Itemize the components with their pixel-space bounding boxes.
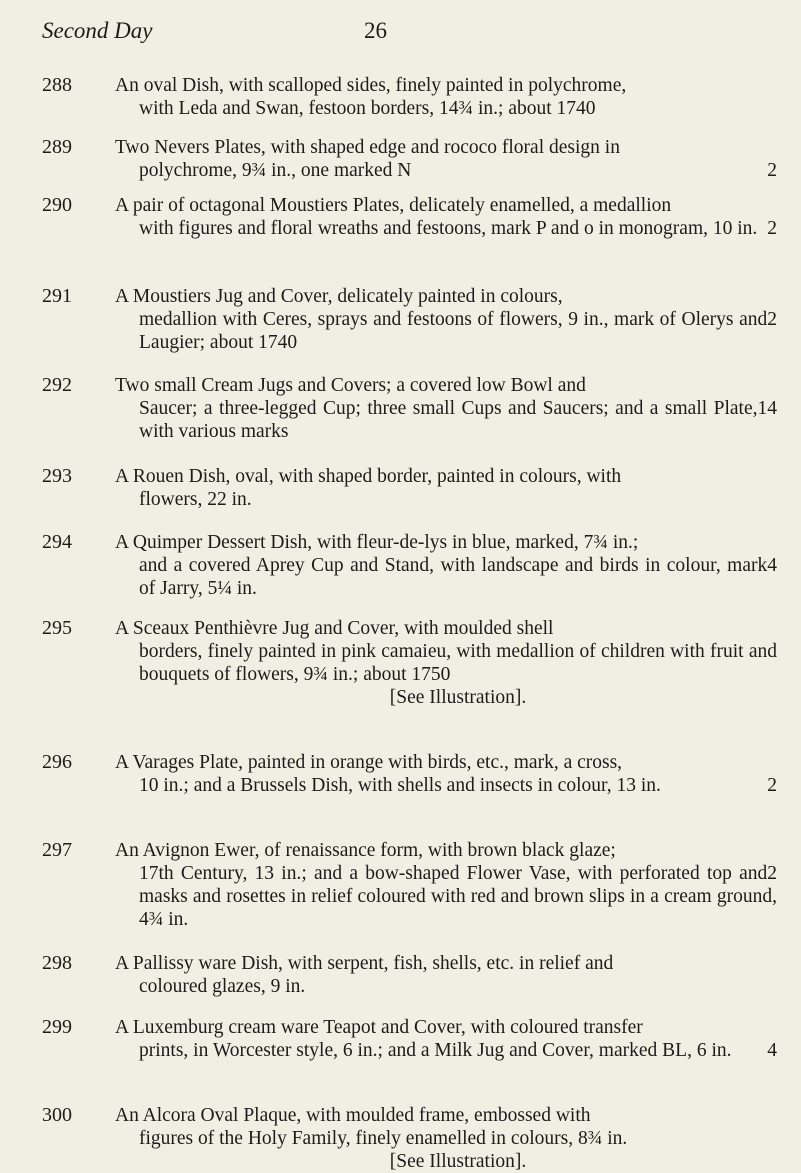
lot-description <box>115 751 777 797</box>
lot-description-first-line: An Alcora Oval Plaque, with moulded frame, embossed with <box>115 1105 591 1126</box>
lot-quantity: 4 <box>767 555 777 576</box>
lot-number: 295 <box>42 617 72 639</box>
lot-description-first-line: An oval Dish, with scalloped sides, finely painted in polychrome, <box>115 75 627 96</box>
lot-quantity: 14 <box>757 398 777 419</box>
lot-entry <box>42 531 777 600</box>
lot-description-first-line: A Moustiers Jug and Cover, delicately painted in colours, <box>115 286 563 307</box>
lot-quantity: 2 <box>767 863 777 884</box>
lot-entry <box>42 136 777 182</box>
lot-entry <box>42 465 777 511</box>
lot-description-continuation: 2 10 in.; and a Brussels Dish, with shells and insects in colour, 13 in. <box>139 775 777 796</box>
lot-description-continuation: coloured glazes, 9 in. <box>139 976 306 997</box>
lot-description-continuation: figures of the Holy Family, finely enamelled in colours, 8¾ in. <box>139 1128 628 1149</box>
lot-description <box>115 1104 777 1173</box>
lot-number: 294 <box>42 531 72 553</box>
lot-quantity: 2 <box>767 160 777 181</box>
lot-entry <box>42 374 777 443</box>
lot-description <box>115 617 777 709</box>
lot-quantity: 2 <box>767 775 777 796</box>
lot-number: 299 <box>42 1016 72 1038</box>
page-header <box>42 18 777 48</box>
lot-number: 292 <box>42 374 72 396</box>
lot-entry <box>42 952 777 998</box>
lot-number: 290 <box>42 194 72 216</box>
lot-entry <box>42 1016 777 1062</box>
lot-description-first-line: An Avignon Ewer, of renaissance form, with brown black glaze; <box>115 840 616 861</box>
lot-description-first-line: Two Nevers Plates, with shaped edge and rococo floral design in <box>115 137 620 158</box>
lot-description-first-line: A Varages Plate, painted in orange with birds, etc., mark, a cross, <box>115 752 623 773</box>
illustration-note: [See Illustration]. <box>389 687 527 708</box>
lot-description-first-line: A Rouen Dish, oval, with shaped border, painted in colours, with <box>115 466 622 487</box>
lot-description-continuation: 2 medallion with Ceres, sprays and festoons of flowers, 9 in., mark of Olerys and Laugier; about 1740 <box>139 309 777 353</box>
lot-number: 296 <box>42 751 72 773</box>
lot-description <box>115 74 777 120</box>
lot-description <box>115 465 777 511</box>
lot-number: 298 <box>42 952 72 974</box>
lot-description <box>115 952 777 998</box>
lot-description <box>115 531 777 600</box>
lot-description-first-line: A Quimper Dessert Dish, with fleur-de-lys in blue, marked, 7¾ in.; <box>115 532 639 553</box>
lot-description-continuation: 2 with figures and floral wreaths and festoons, mark P and o in monogram, 10 in. <box>139 218 777 239</box>
lot-entry <box>42 617 777 709</box>
lot-description <box>115 374 777 443</box>
lot-description-continuation: 14 Saucer; a three-legged Cup; three small Cups and Saucers; and a small Plate, with various marks <box>139 398 777 442</box>
lot-entry <box>42 194 777 240</box>
lot-entry <box>42 285 777 354</box>
lot-entry <box>42 1104 777 1173</box>
lot-description-first-line: Two small Cream Jugs and Covers; a covered low Bowl and <box>115 375 586 396</box>
lot-number: 291 <box>42 285 72 307</box>
lot-description <box>115 839 777 931</box>
illustration-note: [See Illustration]. <box>389 1151 527 1172</box>
lot-description-continuation: with Leda and Swan, festoon borders, 14¾ in.; about 1740 <box>139 98 596 119</box>
lot-quantity: 2 <box>767 218 777 239</box>
lot-description <box>115 194 777 240</box>
lot-description <box>115 1016 777 1062</box>
lot-description-continuation: 4 prints, in Worcester style, 6 in.; and a Milk Jug and Cover, marked BL, 6 in. <box>139 1040 777 1061</box>
lot-number: 297 <box>42 839 72 861</box>
lot-description-first-line: A Pallissy ware Dish, with serpent, fish, shells, etc. in relief and <box>115 953 614 974</box>
lot-description-first-line: A Sceaux Penthièvre Jug and Cover, with moulded shell <box>115 618 554 639</box>
lot-description <box>115 285 777 354</box>
section-title: Second Day <box>42 18 153 43</box>
lot-entry <box>42 74 777 120</box>
lot-number: 300 <box>42 1104 72 1126</box>
lot-number: 289 <box>42 136 72 158</box>
lot-description-continuation: 4 and a covered Aprey Cup and Stand, with landscape and birds in colour, mark of Jarry, 5¼ in. <box>139 555 777 599</box>
lot-description-continuation: 2 17th Century, 13 in.; and a bow-shaped Flower Vase, with perforated top and masks and rosettes in relief coloured with red and brown slips in a cream ground, 4¾ in. <box>139 863 777 930</box>
lot-description-continuation: borders, finely painted in pink camaieu, with medallion of children with fruit and bouquets of flowers, 9¾ in.; about 1750 <box>139 641 777 685</box>
lot-description-continuation: flowers, 22 in. <box>139 489 252 510</box>
lot-entry <box>42 839 777 931</box>
lot-description <box>115 136 777 182</box>
lot-quantity: 4 <box>767 1040 777 1061</box>
lot-description-first-line: A pair of octagonal Moustiers Plates, delicately enamelled, a medallion <box>115 195 672 216</box>
lot-description-continuation: 2 polychrome, 9¾ in., one marked N <box>139 160 777 181</box>
lot-number: 293 <box>42 465 72 487</box>
page-number: 26 <box>364 18 387 43</box>
lot-description-first-line: A Luxemburg cream ware Teapot and Cover, with coloured transfer <box>115 1017 643 1038</box>
lot-quantity: 2 <box>767 309 777 330</box>
lot-entry <box>42 751 777 797</box>
lot-number: 288 <box>42 74 72 96</box>
